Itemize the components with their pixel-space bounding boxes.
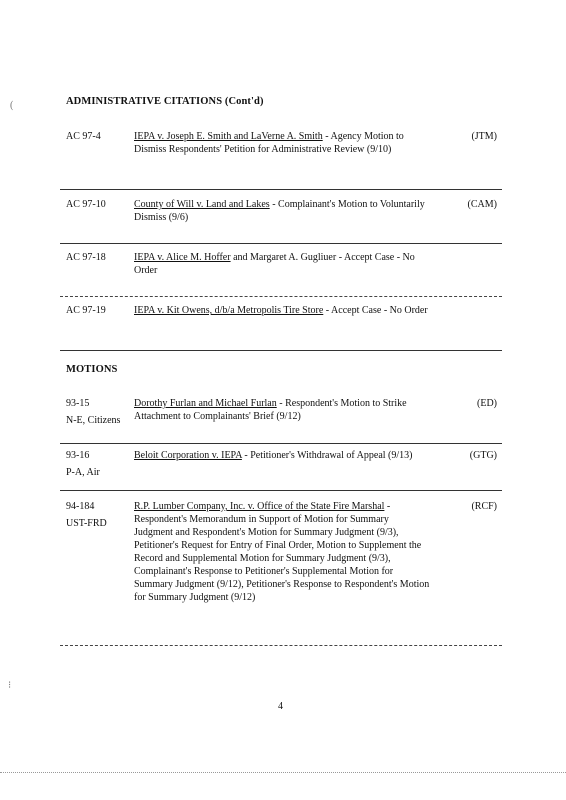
divider (60, 443, 502, 444)
divider (60, 350, 502, 351)
scan-mark: ( (10, 100, 14, 111)
divider (60, 645, 502, 646)
divider (60, 189, 502, 190)
entry-description (134, 500, 430, 604)
docket-number (66, 500, 132, 530)
divider (60, 296, 502, 297)
scan-mark: ⁝ (8, 680, 12, 691)
entry-text: - Respondent's Memorandum in Support of Motion for Summary Judgment and Respondent's Motion for Summary Judgment (9/3), Petitioner's Request for Entry of Final Order, Motion to Supplement the Record and Supplemental Motion for Summary Judgment (9/3), Complainant's Response to Petitioner's Supplemental Motion for Summary Judgment (9/12), Petitioner's Response to Respondent's Motion for Summary Judgment (9/12) (134, 501, 430, 603)
docket-number: AC 97-10 (66, 199, 106, 210)
initials: (JTM) (471, 131, 497, 142)
case-name: R.P. Lumber Company, Inc. v. Office of the State Fire Marshal (134, 501, 385, 512)
docket-number (66, 449, 132, 479)
entry-text: and Margaret A. Gugliuer - Accept Case - No Order (134, 252, 415, 276)
docket-id: 93-15 (66, 398, 90, 409)
entry-description (134, 130, 430, 156)
docket-number: AC 97-4 (66, 131, 101, 142)
case-name: Beloit Corporation v. IEPA (134, 450, 242, 461)
case-name: IEPA v. Joseph E. Smith and LaVerne A. Smith (134, 131, 323, 142)
initials: (GTG) (469, 450, 497, 461)
entry-description (134, 397, 430, 423)
initials: (CAM) (467, 199, 497, 210)
docket-category: P-A, Air (66, 467, 100, 478)
docket-category: N-E, Citizens (66, 415, 121, 426)
initials: (ED) (477, 398, 497, 409)
divider (60, 243, 502, 244)
entry-description (134, 251, 430, 277)
docket-number: AC 97-18 (66, 252, 106, 263)
docket-number: AC 97-19 (66, 305, 106, 316)
entry-text: - Complainant's Motion to Voluntarily Dismiss (9/6) (134, 199, 425, 223)
entry-description (134, 449, 430, 462)
case-name: IEPA v. Kit Owens, d/b/a Metropolis Tire Store (134, 305, 324, 316)
docket-category: UST-FRD (66, 518, 107, 529)
scan-edge-noise (0, 772, 566, 779)
section-heading-motions: MOTIONS (66, 364, 118, 375)
case-name: IEPA v. Alice M. Hoffer (134, 252, 231, 263)
case-name: Dorothy Furlan and Michael Furlan (134, 398, 277, 409)
section-heading-admin-citations: ADMINISTRATIVE CITATIONS (Cont'd) (66, 96, 264, 107)
docket-id: 93-16 (66, 450, 90, 461)
entry-text: - Respondent's Motion to Strike Attachment to Complainants' Brief (9/12) (134, 398, 407, 422)
divider (60, 490, 502, 491)
entry-description (134, 198, 430, 224)
entry-text: - Accept Case - No Order (323, 305, 428, 316)
docket-number (66, 397, 132, 427)
entry-text: - Agency Motion to Dismiss Respondents' Petition for Administrative Review (9/10) (134, 131, 404, 155)
page-number: 4 (278, 701, 283, 712)
case-name: County of Will v. Land and Lakes (134, 199, 270, 210)
entry-description (134, 304, 430, 317)
docket-id: 94-184 (66, 501, 95, 512)
initials: (RCF) (471, 501, 497, 512)
entry-text: - Petitioner's Withdrawal of Appeal (9/13) (241, 450, 413, 461)
